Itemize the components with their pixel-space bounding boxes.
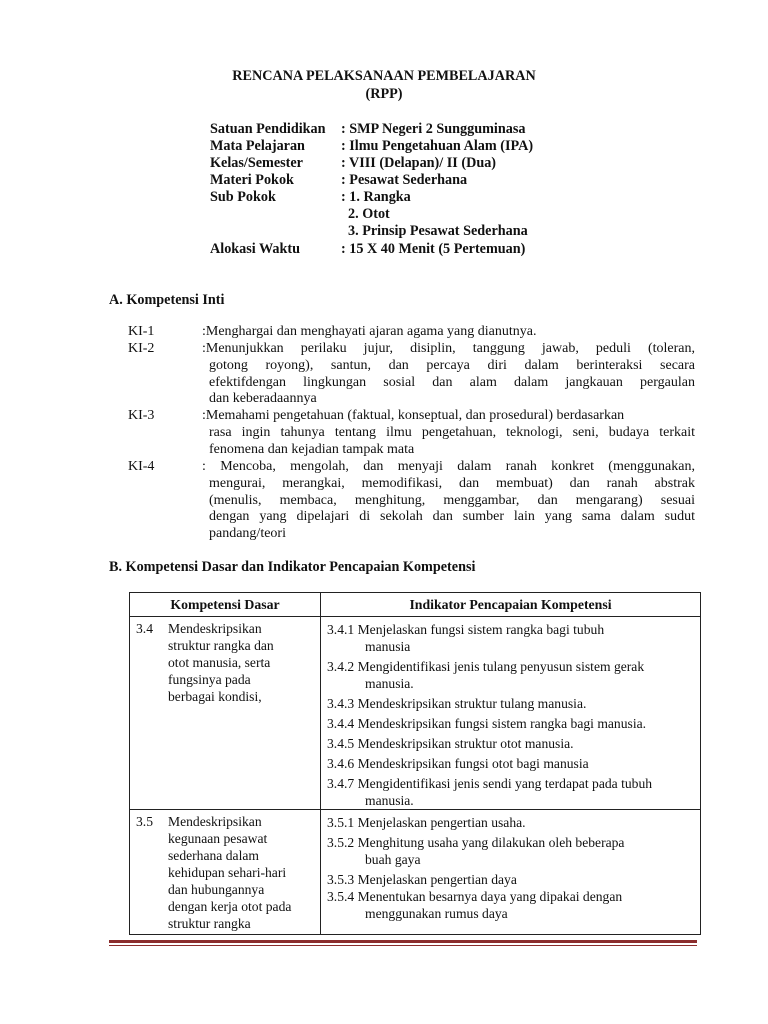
document-title: RENCANA PELAKSANAAN PEMBELAJARAN: [232, 68, 536, 84]
kd-line: otot manusia, serta: [168, 655, 271, 670]
ki-line: mengurai, merangkai, memodifikasi, dan membuat) dan ranah abstrak: [209, 475, 695, 491]
ki-text: [202, 324, 695, 341]
info-label: Kelas/Semester: [210, 155, 303, 171]
ki-code: KI-2: [128, 341, 155, 356]
info-label: Alokasi Waktu: [210, 241, 301, 257]
info-value: 2. Otot: [348, 206, 390, 222]
ki-code: KI-3: [128, 408, 155, 423]
kd-number: 3.4: [136, 621, 153, 636]
info-value: : Ilmu Pengetahuan Alam (IPA): [341, 138, 534, 154]
table-row: [130, 617, 701, 810]
ki-text: [202, 408, 695, 458]
indicator-item: 3.5.1 Menjelaskan pengertian usaha.: [327, 815, 526, 830]
column-header: Indikator Pencapaian Kompetensi: [321, 593, 701, 617]
kd-line: struktur rangka: [168, 916, 251, 931]
info-value: : SMP Negeri 2 Sungguminasa: [341, 121, 526, 137]
table-header-row: [130, 593, 701, 617]
info-value: : 15 X 40 Menit (5 Pertemuan): [341, 241, 526, 257]
indicator-item: 3.4.2 Mengidentifikasi jenis tulang penyusun sistem gerak manusia.: [327, 659, 645, 691]
kd-line: sederhana dalam: [168, 848, 259, 863]
kd-line: Mendeskripsikan: [168, 621, 262, 636]
kd-line: berbagai kondisi,: [168, 689, 262, 704]
ki-line: dengan yang dipelajari di sekolah dan sumber lain yang sama dalam sudut: [209, 509, 695, 525]
indicator-cell: [321, 810, 701, 935]
info-label: Sub Pokok: [210, 189, 276, 205]
info-value: : 1. Rangka: [341, 189, 411, 205]
ki-line: (menulis, membaca, menghitung, menggambar, dan mengarang) sesuai: [209, 492, 695, 508]
indicator-item: 3.4.4 Mendeskripsikan fungsi sistem rangka bagi manusia.: [327, 716, 647, 731]
ki-text: [202, 459, 695, 543]
competency-table: [129, 592, 701, 935]
ki-line: :Menunjukkan perilaku jujur, disiplin, tanggung jawab, peduli (toleran,: [202, 341, 695, 356]
info-value: : Pesawat Sederhana: [341, 172, 468, 188]
kd-line: kehidupan sehari-hari: [168, 865, 287, 880]
indicator-item: 3.5.3 Menjelaskan pengertian daya: [327, 872, 517, 887]
column-header: Kompetensi Dasar: [130, 593, 321, 617]
section-b-heading: B. Kompetensi Dasar dan Indikator Pencapaian Kompetensi: [109, 559, 476, 575]
info-value: : VIII (Delapan)/ II (Dua): [341, 155, 497, 171]
section-a-heading: A. Kompetensi Inti: [109, 292, 225, 308]
kd-line: struktur rangka dan: [168, 638, 274, 653]
table-row: [130, 810, 701, 935]
kd-line: dan hubungannya: [168, 882, 265, 897]
ki-line: : Mencoba, mengolah, dan menyaji dalam ranah konkret (menggunakan,: [202, 459, 695, 474]
kd-number: 3.5: [136, 814, 153, 829]
kd-line: fungsinya pada: [168, 672, 251, 687]
ki-line: efektifdengan lingkungan sosial dan alam dalam jangkauan pergaulan: [209, 374, 695, 390]
footer-divider: [109, 940, 697, 943]
kd-cell: [130, 810, 321, 935]
ki-line: :Memahami pengetahuan (faktual, konseptual, dan prosedural) berdasarkan: [202, 408, 625, 423]
indicator-item: 3.4.1 Menjelaskan fungsi sistem rangka bagi tubuh manusia: [327, 622, 605, 654]
info-label: Materi Pokok: [210, 172, 294, 188]
document-subtitle: (RPP): [365, 86, 403, 102]
ki-line: gotong royong), santun, dan percaya diri dalam berinteraksi secara: [209, 357, 695, 373]
ki-line: pandang/teori: [209, 526, 286, 542]
ki-code: KI-1: [128, 324, 155, 339]
indicator-item: 3.5.2 Menghitung usaha yang dilakukan oleh beberapa buah gaya: [327, 835, 625, 867]
info-label: Satuan Pendidikan: [210, 121, 326, 137]
indicator-item: 3.5.4 Menentukan besarnya daya yang dipakai dengan menggunakan rumus daya: [327, 889, 623, 921]
kd-cell: [130, 617, 321, 810]
footer-divider-thin: [109, 945, 697, 946]
indicator-cell: [321, 617, 701, 810]
kd-line: kegunaan pesawat: [168, 831, 268, 846]
ki-code: KI-4: [128, 459, 155, 474]
kd-line: Mendeskripsikan: [168, 814, 262, 829]
info-value: 3. Prinsip Pesawat Sederhana: [348, 223, 528, 239]
ki-line: rasa ingin tahunya tentang ilmu pengetahuan, teknologi, seni, budaya terkait: [209, 424, 695, 440]
ki-text: [202, 341, 695, 408]
indicator-item: 3.4.7 Mengidentifikasi jenis sendi yang terdapat pada tubuh manusia.: [327, 776, 653, 808]
ki-line: dan keberadaannya: [209, 391, 317, 407]
info-label: Mata Pelajaran: [210, 138, 305, 154]
indicator-item: 3.4.5 Mendeskripsikan struktur otot manusia.: [327, 736, 574, 751]
ki-line: fenomena dan kejadian tampak mata: [209, 441, 415, 457]
indicator-item: 3.4.3 Mendeskripsikan struktur tulang manusia.: [327, 696, 587, 711]
kd-line: dengan kerja otot pada: [168, 899, 292, 914]
indicator-item: 3.4.6 Mendeskripsikan fungsi otot bagi manusia: [327, 756, 589, 771]
ki-line: :Menghargai dan menghayati ajaran agama yang dianutnya.: [202, 324, 537, 339]
